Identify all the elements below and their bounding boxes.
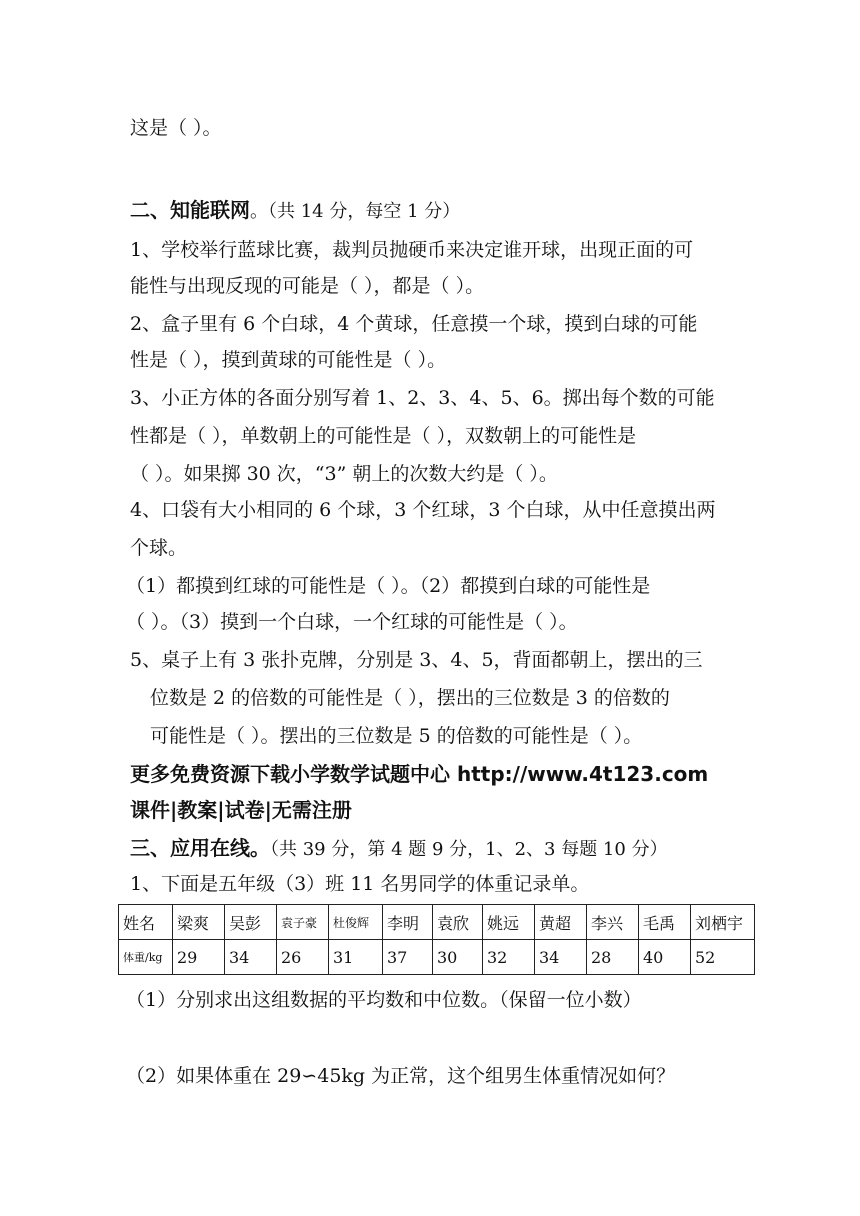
name-cell: 袁欣 (433, 905, 483, 940)
section2-heading (130, 196, 460, 226)
weight-cell: 29 (173, 940, 225, 975)
section3-q1: 1、下面是五年级（3）班 11 名男同学的体重记录单。 (130, 873, 590, 895)
weights-header-cell: 体重/kg (119, 940, 173, 975)
q1-line-2: 能性与出现反现的可能是（ ），都是（ ）。 (130, 275, 485, 297)
q1-line-1: 1、学校举行蓝球比赛，裁判员抛硬币来决定谁开球，出现正面的可 (130, 239, 694, 261)
name-cell: 刘栖宇 (691, 905, 755, 940)
q5-line-1: 5、桌子上有 3 张扑克牌，分别是 3、4、5，背面都朝上，摆出的三 (130, 649, 703, 671)
name-cell: 姚远 (483, 905, 535, 940)
q4-line-1: 4、口袋有大小相同的 6 个球，3 个红球，3 个白球，从中任意摸出两 (130, 499, 716, 521)
name-cell: 梁爽 (173, 905, 225, 940)
q2-line-2: 性是（ ），摸到黄球的可能性是（ ）。 (130, 349, 447, 371)
section2-note: 。（共 14 分，每空 1 分） (250, 201, 461, 222)
weight-table (118, 904, 755, 975)
weight-cell: 28 (587, 940, 639, 975)
q3-line-2: 性都是（ ），单数朝上的可能性是（ ），双数朝上的可能性是 (130, 425, 637, 447)
table-row-names (119, 905, 755, 940)
q5-line-3: 可能性是（ ）。摆出的三位数是 5 的倍数的可能性是（ ）。 (150, 725, 643, 747)
name-cell: 杜俊辉 (329, 905, 383, 940)
names-header-cell: 姓名 (119, 905, 173, 940)
section3-title: 三、应用在线。 (130, 836, 270, 860)
name-cell: 毛禹 (639, 905, 691, 940)
name-cell: 袁子豪 (277, 905, 329, 940)
weight-cell: 52 (691, 940, 755, 975)
section3-sub2: （2）如果体重在 29∽45kg 为正常，这个组男生体重情况如何？ (126, 1065, 676, 1087)
q5-line-2: 位数是 2 的倍数的可能性是（ ），摆出的三位数是 3 的倍数的 (150, 687, 670, 709)
name-cell: 吴彭 (225, 905, 277, 940)
name-cell: 李兴 (587, 905, 639, 940)
weight-cell: 32 (483, 940, 535, 975)
q2-line-1: 2、盒子里有 6 个白球，4 个黄球，任意摸一个球，摸到白球的可能 (130, 313, 698, 335)
weight-cell: 34 (225, 940, 277, 975)
weight-cell: 30 (433, 940, 483, 975)
section3-sub1: （1）分别求出这组数据的平均数和中位数。（保留一位小数） (126, 989, 642, 1011)
q4-parts-line-2: （ ）。（3）摸到一个白球，一个红球的可能性是（ ）。 (126, 611, 578, 633)
q4-line-2: 个球。 (130, 537, 188, 559)
name-cell: 李明 (383, 905, 433, 940)
q3-line-3: （ ）。如果掷 30 次，“3” 朝上的次数大约是（ ）。 (130, 463, 558, 485)
section2-title: 二、知能联网 (130, 198, 250, 222)
weight-cell: 40 (639, 940, 691, 975)
weight-cell: 31 (329, 940, 383, 975)
promo-line-2: 课件|教案|试卷|无需注册 (130, 798, 352, 822)
promo-line-1: 更多免费资源下载小学数学试题中心 http://www.4t123.com (130, 762, 709, 786)
section3-note: （共 39 分，第 4 题 9 分，1、2、3 每题 10 分） (270, 839, 668, 860)
section3-heading (130, 834, 668, 864)
table-row-weights (119, 940, 755, 975)
weight-cell: 37 (383, 940, 433, 975)
intro-line: 这是（ ）。 (130, 117, 222, 139)
weight-cell: 34 (535, 940, 587, 975)
name-cell: 黄超 (535, 905, 587, 940)
q3-line-1: 3、小正方体的各面分别写着 1、2、3、4、5、6。掷出每个数的可能 (130, 387, 715, 409)
weight-cell: 26 (277, 940, 329, 975)
q4-parts-line-1: （1）都摸到红球的可能性是（ ）。（2）都摸到白球的可能性是 (126, 575, 651, 597)
